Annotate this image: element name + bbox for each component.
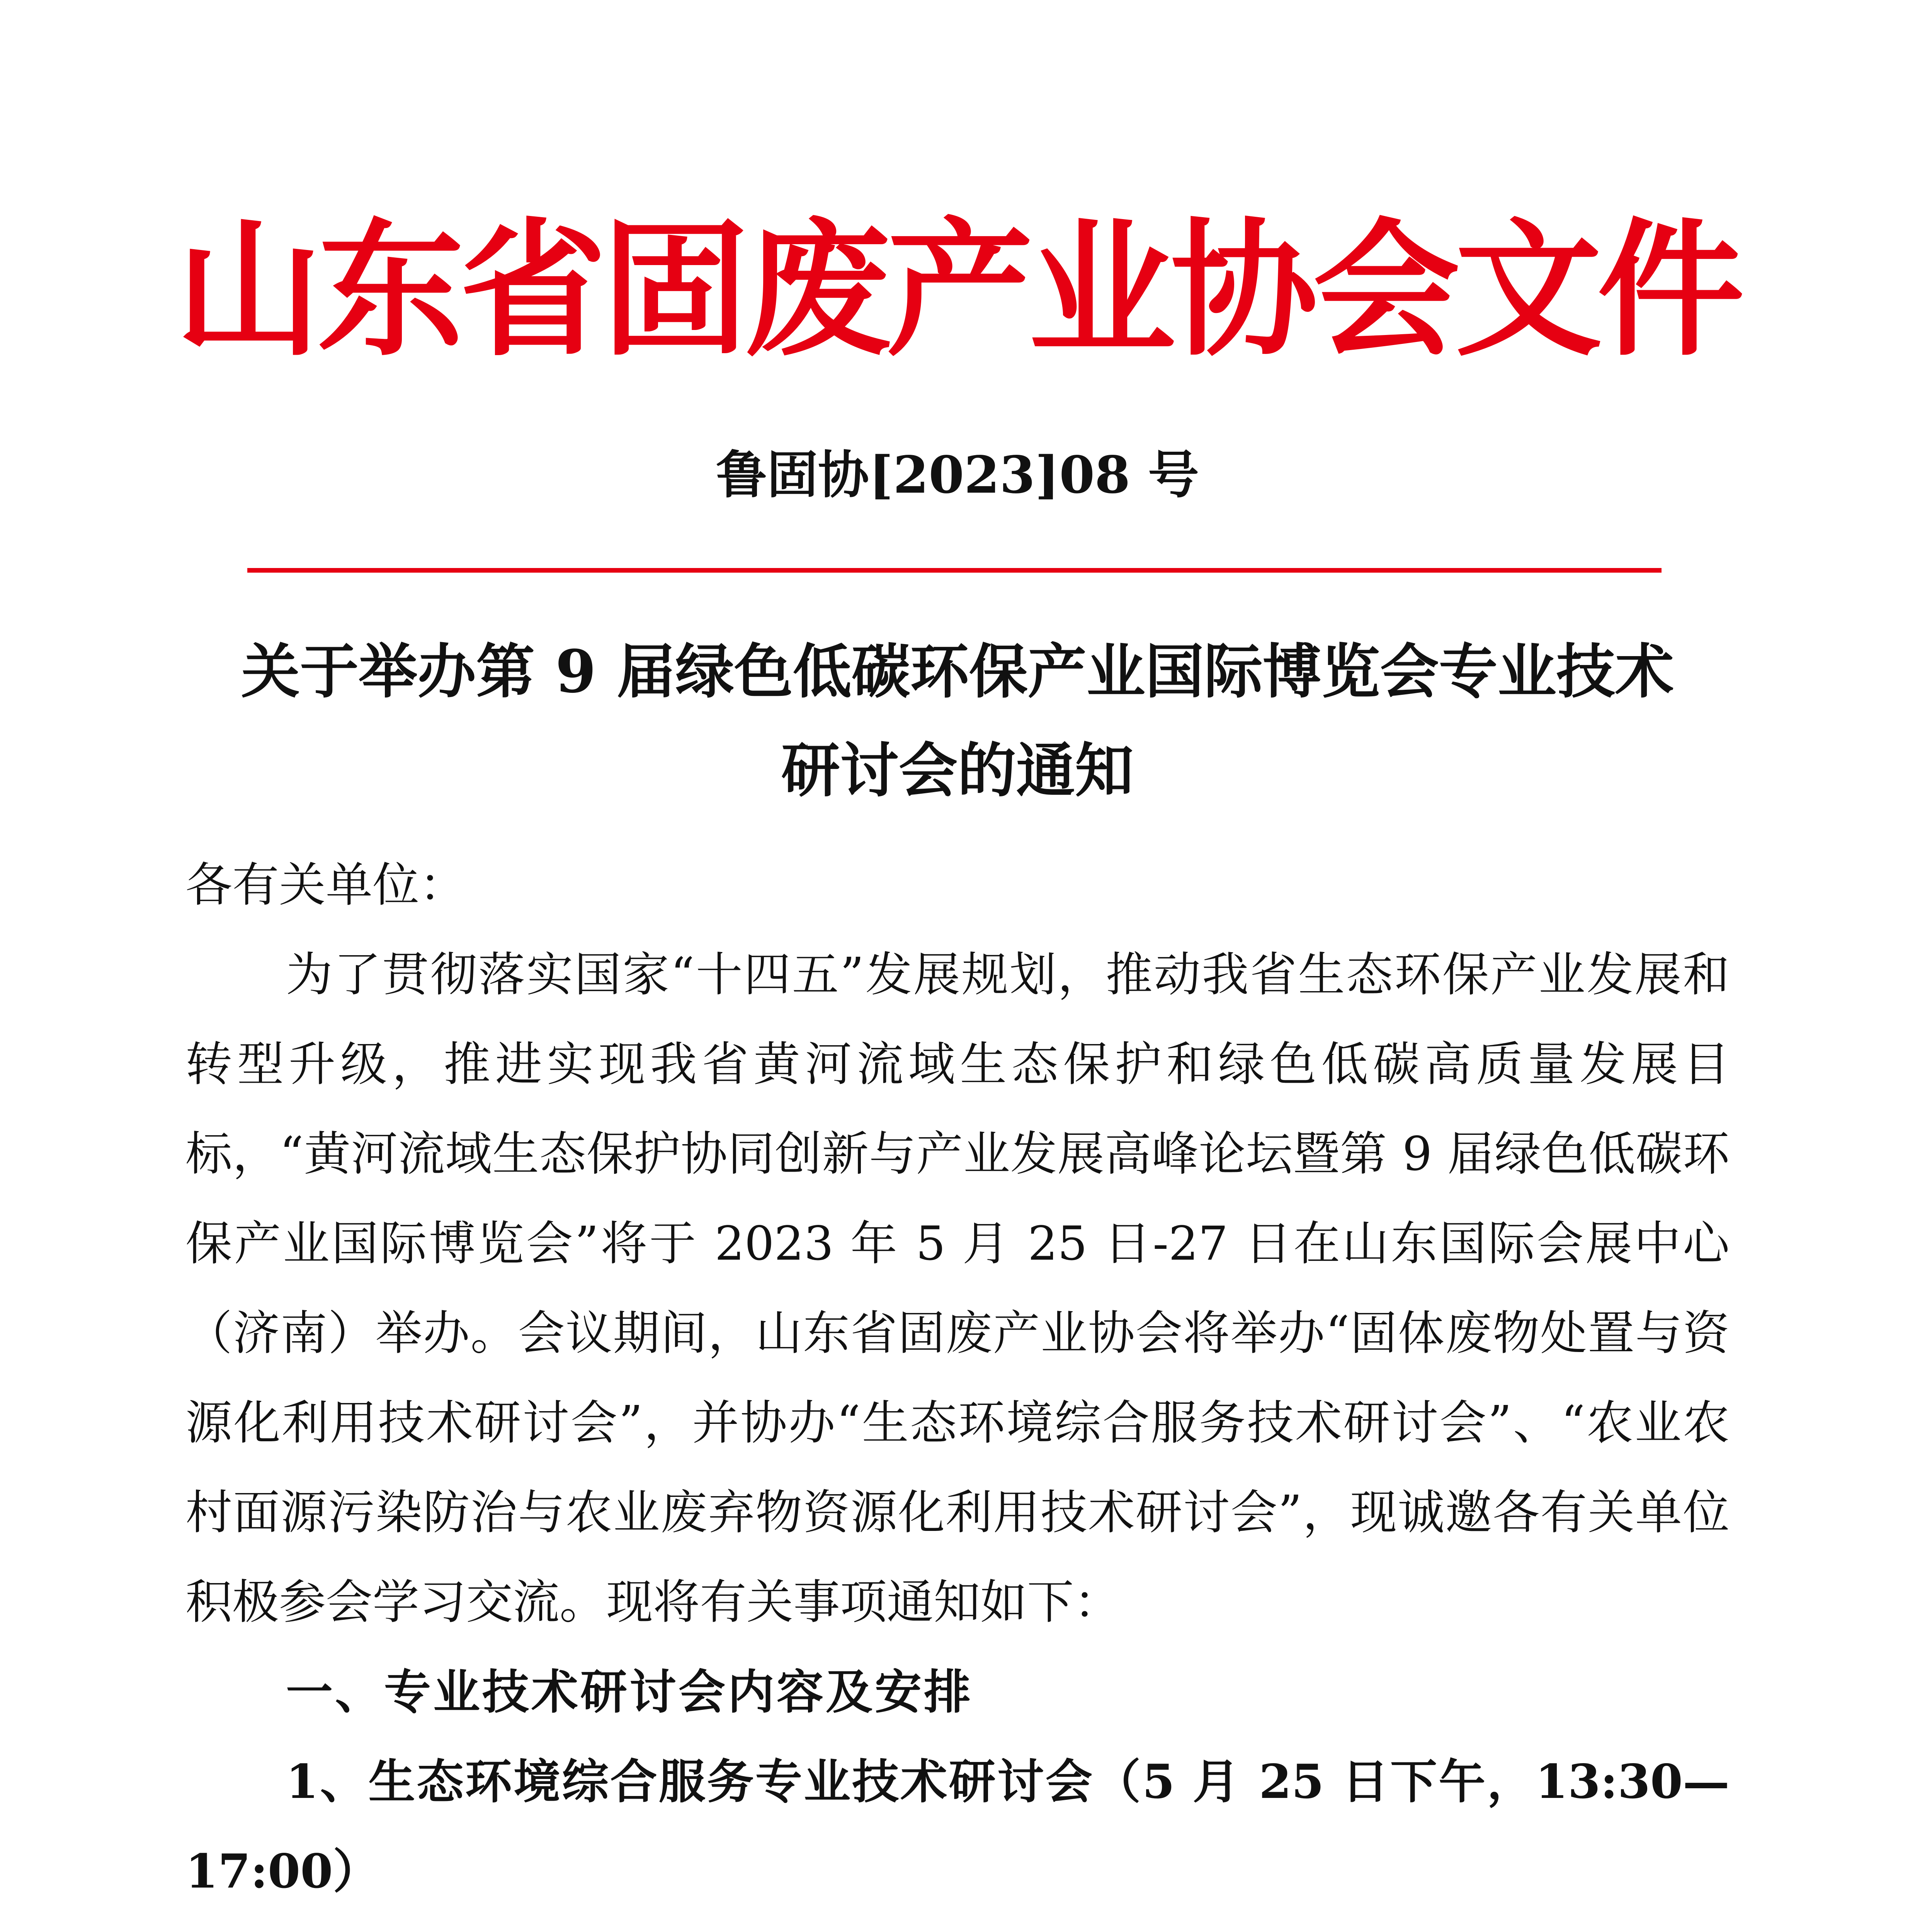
notice-title xyxy=(185,622,1730,820)
document-body xyxy=(185,840,1730,1932)
document-number: 鲁固协[2023]08 号 xyxy=(716,445,1199,505)
red-divider-line xyxy=(247,568,1662,573)
item-heading-1: 1、生态环境综合服务专业技术研讨会（5 月 25 日下午，13:30—17:00） xyxy=(185,1754,1730,1899)
notice-title-line-1: 关于举办第 9 届绿色低碳环保产业国际博览会专业技术 xyxy=(241,637,1674,706)
intro-paragraph: 为了贯彻落实国家“十四五”发展规划，推动我省生态环保产业发展和转型升级，推进实现我省黄河流域生态保护和绿色低碳高质量发展目标，“黄河流域生态保护协同创新与产业发展高峰论坛暨第 9 届绿色低碳环保产业国际博览会”将于 2023 年 5 月 25 日-27 日在山东国际会展中心（济南）举办。会议期间，山东省固废产业协会将举办“固体废物处置与资源化利用技术研讨会”，并协办“生态环境综合服务技术研讨会”、“农业农村面源污染防治与农业废弃物资源化利用技术研讨会”，现诚邀各有关单位积极参会学习交流。现将有关事项通知如下： xyxy=(185,947,1730,1629)
salutation: 各有关单位： xyxy=(185,858,466,912)
section-heading-1: 一、专业技术研讨会内容及安排 xyxy=(286,1664,973,1719)
item1-host-paragraph xyxy=(185,1916,1730,1932)
notice-title-line-2: 研讨会的通知 xyxy=(781,736,1134,805)
org-document-title: 山东省固废产业协会文件 xyxy=(175,203,1740,376)
